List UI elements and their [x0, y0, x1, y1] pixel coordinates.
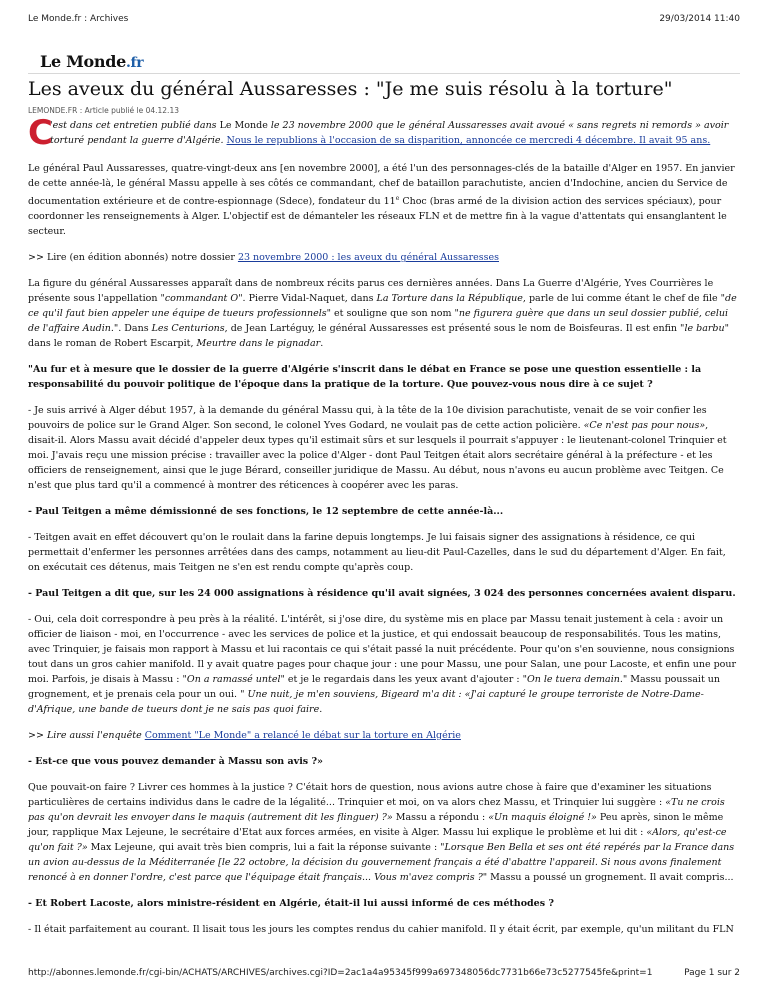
answer-2: - Teitgen avait en effet découvert qu'on le roulait dans la farine depuis longtemps. Je lui faisais signer des assignations à résidence, ce qui permettait d'enfermer les personnes arrêtées dans des camps, notamment au lieu-dit Paul-Cazelles, dans le sud du département d'Alger. En fait, on exécutait ces détenus, mais Teitgen ne s'en est rendu compte qu'après coup. [28, 532, 726, 574]
answer-1 [28, 403, 740, 493]
print-footer [28, 968, 740, 978]
question-2 [28, 504, 740, 519]
paragraph-intro [28, 161, 740, 239]
figure-text: le barbu [684, 323, 725, 335]
answer-4-quote: Lorsque Ben Bella et ses ont été repérés par la France dans un avion au-dessus de la Méditerranée [le 22 octobre, la décision du gouvernement français a été d'abattre l'appareil. Si nous avons finalement renoncé à en donner l'ordre, c'est parce que l'équipage était français... Vous m'avez compris ? [28, 842, 735, 884]
answer-4-text: Max Lejeune, qui avait très bien compris, lui a fait la réponse suivante : " [87, 842, 445, 854]
print-footer-url: http://abonnes.lemonde.fr/cgi-bin/ACHATS/ARCHIVES/archives.cgi?ID=2ac1a4a95345f999a697348056dc7731b66e73c5277545fe&print=1 [28, 968, 653, 978]
print-header-title: Le Monde.fr : Archives [28, 14, 129, 24]
answer-4-text: Que pouvait-on faire ? Livrer ces hommes à la justice ? C'était hors de question, nous avions autre chose à faire que d'examiner les situations particulières de certains individus dans le cadre de la légalité... Trinquier et moi, on va alors chez Massu, et Trinquier lui suggère : [28, 782, 712, 809]
read-dossier-text: >> Lire (en édition abonnés) notre dossier [28, 252, 238, 264]
figure-text: Les Centurions [151, 323, 225, 335]
answer-1-quote: «Ce n'est pas pour nous» [583, 420, 706, 432]
figure-text: " dans le roman de Robert Escarpit, [28, 323, 729, 350]
answer-3 [28, 612, 740, 717]
le-monde-logo[interactable] [40, 52, 143, 71]
logo-suffix: .fr [125, 55, 144, 71]
answer-4 [28, 780, 740, 885]
answer-4-text: Peu après, sinon le même jour, rapplique Max Lejeune, le secrétaire d'Etat aux forces armées, en visite à Alger. Massu lui explique le problème et lui dit : [28, 812, 724, 839]
question-1 [28, 362, 740, 392]
intro-text-1: Le général Paul Aussaresses, quatre-vingt-deux ans [en novembre 2000], a été l'un des personnages-clés de la bataille d'Alger en 1957. En janvier de cette année-là, le général Massu appelle à ses côtés ce commandant, chef de bataillon parachutiste, ancien d'Indochine, ancien du Service de documentation extérieure et de contre-espionnage (Sdece), fondateur du 11 [28, 163, 735, 208]
intro-text-2: Choc (bras armé de la division action des services spéciaux), pour coordonner les renseignements à Alger. L'objectif est de démanteler les réseaux FLN et de mettre fin à la vague d'attentats qui ensanglantent le secteur. [28, 196, 727, 238]
lead-text-2: le 23 novembre 2000 que le général Aussaresses avait avoué « sans regrets ni remords » avoir torturé pendant la guerre d'Algérie. [50, 120, 729, 146]
question-5 [28, 896, 740, 911]
dossier-link[interactable]: 23 novembre 2000 : les aveux du général Aussaresses [237, 252, 499, 264]
figure-text: La Torture dans la République [376, 293, 523, 305]
figure-text: , parle de lui comme étant le chef de file " [522, 293, 726, 305]
drop-cap: C [28, 113, 53, 153]
lead-text-1: 'est dans cet entretien publié dans [50, 120, 220, 131]
question-3-text: - Paul Teitgen a dit que, sur les 24 000 assignations à résidence qu'il avait signées, 3 024 des personnes concernées avaient disparu. [28, 588, 736, 600]
question-1-text: "Au fur et à mesure que le dossier de la guerre d'Algérie s'inscrit dans le débat en France se pose une question essentielle : la responsabilité du pouvoir politique de l'époque dans la pratique de la torture. Que pouvez-vous nous dire à ce sujet ? [28, 364, 702, 391]
print-header [28, 14, 740, 24]
figure-text: . [320, 338, 324, 350]
answer-3-text: " et je le regardais dans les yeux avant d'ajouter : " [280, 674, 527, 686]
article [28, 78, 740, 948]
answer-4-quote: «Tu ne crois pas qu'on devrait les envoyer dans le maquis (autrement dit les flinguer) ?» [28, 797, 725, 824]
figure-text: Meurtre dans le pignadar [196, 338, 321, 350]
question-4-text: - Est-ce que vous pouvez demander à Massu son avis ?» [28, 756, 323, 768]
article-meta: LEMONDE.FR : Article publié le 04.12.13 [28, 106, 179, 115]
figure-text: de ce qu'il faut bien appeler une équipe de tueurs professionnels [28, 293, 737, 320]
answer-4-quote: «Un maquis éloigné !» [488, 812, 597, 824]
paragraph-read-enquete [28, 728, 740, 743]
read-enquete-text: >> Lire aussi l'enquête [28, 730, 145, 742]
paragraph-read-dossier [28, 250, 740, 265]
answer-5: - Il était parfaitement au courant. Il lisait tous les jours les comptes rendus du cahier manifold. Il y était écrit, par exemple, qu'un militant du FLN [28, 924, 734, 936]
question-4 [28, 754, 740, 769]
answer-3-text: - Oui, cela doit correspondre à peu près à la réalité. L'intérêt, si j'ose dire, du système mis en place par Massu tenait justement à cela : avoir un officier de liaison - moi, en l'occurrence - avec les services de police et la justice, et qui endossait beaucoup de responsabilités. Tous les matins, avec Trinquier, je faisais mon rapport à Massu et lui racontais ce qui s'était passé la nuit précédente. Pour qu'on s'en souvienne, nous consignions tout dans un gros cahier manifold. Il y avait quatre pages pour chaque jour : une pour Massu, une pour Salan, une pour Lacoste, et enfin une pour moi. Parfois, je disais à Massu : " [28, 614, 737, 686]
answer-4-text: " Massu a poussé un grognement. Il avait compris... [482, 872, 734, 884]
question-2-text: - Paul Teitgen a même démissionné de ses fonctions, le 12 septembre de cette année-là... [28, 506, 504, 518]
article-lead [28, 113, 740, 153]
figure-text: commandant O [164, 293, 239, 305]
header-divider [28, 73, 740, 74]
answer-4-quote: «Alors, qu'est-ce qu'on fait ?» [28, 827, 727, 854]
figure-text: ". Pierre Vidal-Naquet, dans [238, 293, 377, 305]
answer-3-quote: On a ramassé untel [186, 674, 281, 686]
lead-paper-name: Le Monde [219, 120, 268, 131]
answer-3-quote: On le tuera demain. [526, 674, 623, 686]
intro-superscript: e [395, 195, 400, 202]
print-header-datetime: 29/03/2014 11:40 [659, 14, 740, 24]
figure-text: ne figurera guère que dans un seul dossier publié, celui de l'affaire Audin. [28, 308, 729, 335]
answer-3-quote: Une nuit, je m'en souviens, Bigeard m'a dit : «J'ai capturé le groupe terroriste de Notre-Dame-d'Afrique, une bande de tueurs dont je ne sais pas quoi faire. [28, 689, 704, 716]
answer-3-text: " Massu poussait un grognement, et je prenais cela pour un oui. " [28, 674, 721, 701]
logo-main: Le Monde [40, 52, 126, 71]
answer-4-text: Massu a répondu : [392, 812, 489, 824]
figure-text: La figure du général Aussaresses apparaît dans de nombreux récits parus ces dernières années. Dans La Guerre d'Algérie, Yves Courrières le présente sous l'appellation " [28, 278, 714, 305]
figure-text: , de Jean Lartéguy, le général Aussaresses est présenté sous le nom de Boisfeuras. Il est enfin " [224, 323, 685, 335]
paragraph-figure [28, 276, 740, 351]
figure-text: " et souligne que son nom " [326, 308, 459, 320]
answer-1-text: , disait-il. Alors Massu avait décidé d'appeler deux types qu'il estimait sûrs et sur lesquels il pourrait s'appuyer : le lieutenant-colonel Trinquier et moi. J'avais reçu une mission précise : travailler avec la police d'Alger - dont Paul Teitgen était alors secrétaire général à la préfecture - et les officiers de renseignement, ainsi que le juge Bérard, conseiller juridique de Massu. Au début, nous n'avons eu aucun problème avec Teitgen. Ce n'est que plus tard qu'il a commencé à montrer des réticences à coopérer avec les paras. [28, 420, 727, 492]
question-3 [28, 586, 740, 601]
enquete-link[interactable]: Comment "Le Monde" a relancé le débat sur la torture en Algérie [144, 730, 461, 742]
lead-link[interactable]: Nous le republions à l'occasion de sa disparition, annoncée ce mercredi 4 décembre. Il avait 95 ans. [226, 135, 711, 146]
answer-1-text: - Je suis arrivé à Alger début 1957, à la demande du général Massu qui, à la tête de la 10e division parachutiste, venait de se voir confier les pouvoirs de police sur le Grand Alger. Son second, le colonel Yves Godard, ne voulait pas de cette action policière. [28, 405, 707, 432]
question-5-text: - Et Robert Lacoste, alors ministre-résident en Algérie, était-il lui aussi informé de ces méthodes ? [28, 898, 554, 910]
article-title: Les aveux du général Aussaresses : "Je me suis résolu à la torture" [28, 78, 673, 100]
figure-text: ". Dans [113, 323, 152, 335]
print-footer-page: Page 1 sur 2 [684, 968, 740, 978]
